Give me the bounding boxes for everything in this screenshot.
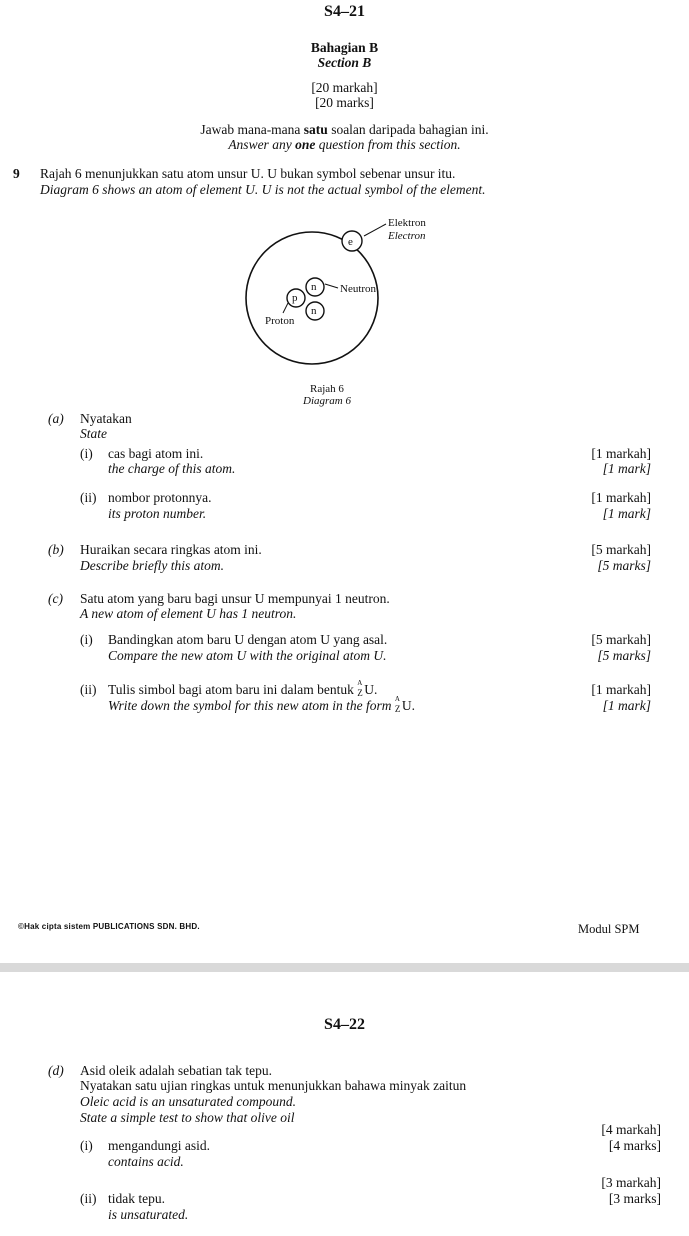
neutron-pointer (325, 284, 338, 288)
part-c-i-marks-malay: [5 markah] (591, 632, 651, 647)
module-footer: Modul SPM (578, 922, 640, 936)
electron-label-malay: Elektron (388, 217, 426, 229)
instruction-english: Answer any one question from this section. (228, 137, 461, 152)
neutron-symbol-2: n (311, 305, 317, 317)
page-number: S4–22 (324, 1016, 365, 1033)
proton-label: Proton (265, 315, 295, 327)
part-c-i-marks-english: [5 marks] (597, 648, 651, 663)
part-b-marks-english: [5 marks] (597, 558, 651, 573)
page-separator (0, 963, 689, 972)
question-number: 9 (13, 166, 20, 181)
part-d-malay-1: Asid oleik adalah sebatian tak tepu. (80, 1063, 272, 1078)
part-a-ii-english: its proton number. (108, 506, 207, 521)
section-title-english: Section B (317, 55, 372, 70)
electron-shell (246, 232, 378, 364)
nuclide-symbol: A Z (357, 678, 363, 698)
question-text-english: Diagram 6 shows an atom of element U. U is not the actual symbol of the element. (40, 182, 486, 197)
part-a-english: State (80, 426, 107, 441)
instruction-malay: Jawab mana-mana satu soalan daripada bahagian ini. (200, 122, 489, 137)
part-d-malay-2: Nyatakan satu ujian ringkas untuk menunjukkan bahawa minyak zaitun (80, 1078, 467, 1093)
neutron-label: Neutron (340, 283, 377, 295)
electron-symbol: e (348, 236, 353, 248)
page-number: S4–21 (324, 3, 365, 20)
part-a-ii-marks-malay: [1 markah] (591, 490, 651, 505)
neutron-symbol-1: n (311, 281, 317, 293)
part-d-english-1: Oleic acid is an unsaturated compound. (80, 1094, 296, 1109)
section-marks-malay: [20 markah] (311, 80, 378, 95)
part-a-label: (a) (48, 411, 64, 426)
part-d-label: (d) (48, 1063, 64, 1078)
copyright-footer: ©Hak cipta sistem PUBLICATIONS SDN. BHD. (18, 922, 200, 931)
part-c-ii-marks-malay: [1 markah] (591, 682, 651, 697)
part-a-i-english: the charge of this atom. (108, 461, 236, 476)
part-d-i-label: (i) (80, 1138, 93, 1153)
section-title-malay: Bahagian B (310, 40, 379, 55)
part-a-i-marks-english: [1 mark] (602, 461, 651, 476)
part-c-ii-malay: Tulis simbol bagi atom baru ini dalam bentuk A Z U. (108, 678, 378, 698)
electron-label-english: Electron (388, 230, 426, 242)
part-c-label: (c) (48, 591, 63, 606)
atom-diagram (0, 0, 689, 410)
part-a-i-malay: cas bagi atom ini. (108, 446, 204, 461)
part-d-ii-english: is unsaturated. (108, 1207, 189, 1222)
part-c-ii-marks-english: [1 mark] (602, 698, 651, 713)
nuclide-symbol-english: A Z (394, 694, 401, 714)
question-text-malay: Rajah 6 menunjukkan satu atom unsur U. U bukan symbol sebenar unsur itu. (40, 166, 456, 181)
part-a-malay: Nyatakan (80, 411, 132, 426)
part-d-i-malay: mengandungi asid. (108, 1138, 210, 1153)
part-d-ii-marks-malay: [3 markah] (601, 1175, 661, 1190)
part-c-ii-label: (ii) (80, 682, 97, 697)
part-c-ii-english: Write down the symbol for this new atom in the form A Z U. (108, 694, 415, 714)
part-d-i-marks-malay: [4 markah] (601, 1122, 661, 1137)
part-a-ii-malay: nombor protonnya. (108, 490, 212, 505)
part-a-ii-marks-english: [1 mark] (602, 506, 651, 521)
part-b-label: (b) (48, 542, 64, 557)
part-a-i-label: (i) (80, 446, 93, 461)
part-a-i-marks-malay: [1 markah] (591, 446, 651, 461)
electron-pointer (364, 224, 386, 236)
part-c-malay: Satu atom yang baru bagi unsur U mempunyai 1 neutron. (80, 591, 390, 606)
proton-symbol: p (292, 292, 298, 304)
part-c-i-malay: Bandingkan atom baru U dengan atom U yang asal. (108, 632, 388, 647)
diagram-caption-english: Diagram 6 (303, 395, 351, 407)
part-b-marks-malay: [5 markah] (591, 542, 651, 557)
part-b-english: Describe briefly this atom. (80, 558, 224, 573)
part-b-malay: Huraikan secara ringkas atom ini. (80, 542, 262, 557)
proton-pointer (283, 303, 288, 313)
section-marks-english: [20 marks] (315, 95, 374, 110)
part-c-i-english: Compare the new atom U with the original atom U. (108, 648, 387, 663)
part-d-i-english: contains acid. (108, 1154, 184, 1169)
part-d-i-marks-english: [4 marks] (608, 1138, 661, 1153)
part-d-ii-label: (ii) (80, 1191, 97, 1206)
part-d-ii-marks-english: [3 marks] (608, 1191, 661, 1206)
part-c-english: A new atom of element U has 1 neutron. (80, 606, 297, 621)
part-d-ii-malay: tidak tepu. (108, 1191, 165, 1206)
page-s4-22 (0, 972, 689, 1236)
part-c-i-label: (i) (80, 632, 93, 647)
diagram-caption-malay: Rajah 6 (310, 383, 344, 395)
part-d-english-2: State a simple test to show that olive oil (80, 1110, 295, 1125)
part-a-ii-label: (ii) (80, 490, 97, 505)
